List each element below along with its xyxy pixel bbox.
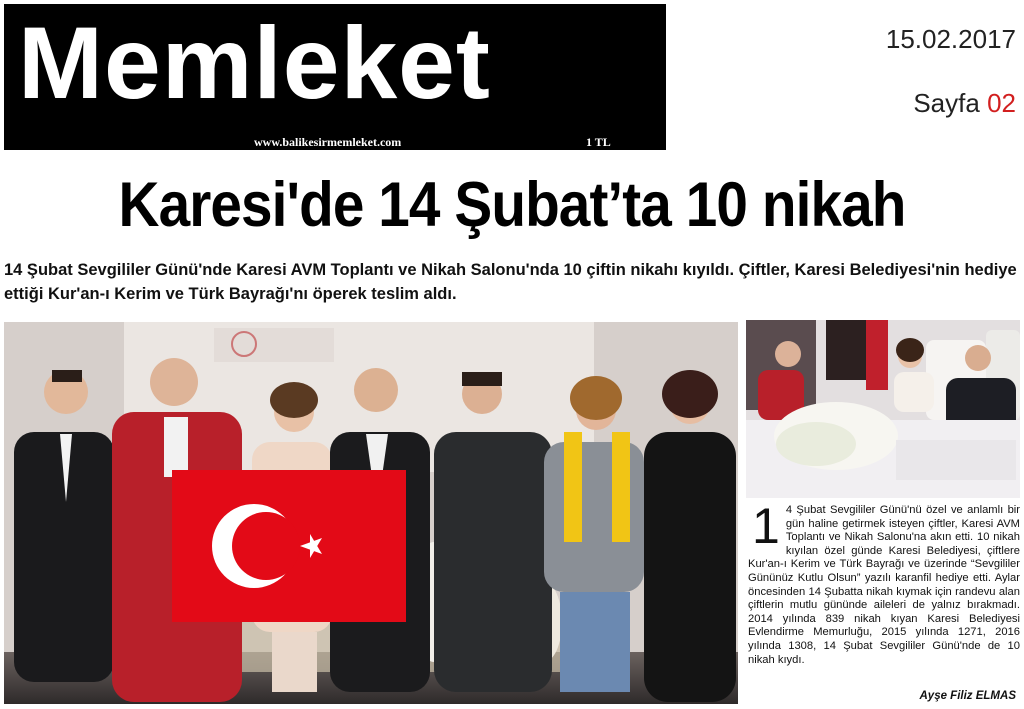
side-photo-illustration bbox=[746, 320, 1020, 498]
price: 1 TL bbox=[586, 135, 611, 149]
lead-paragraph: 14 Şubat Sevgililer Günü'nde Karesi AVM Toplantı ve Nikah Salonu'nda 10 çiftin nikahı kıyıldı. Çiftler, Karesi Belediyesi'nin hediye ettiği Kur'an-ı Kerim ve Türk Bayrağı'nı öperek teslim aldı. bbox=[4, 261, 1017, 303]
website-url[interactable]: www.balikesirmemleket.com bbox=[254, 135, 402, 149]
page-number-value: 02 bbox=[987, 88, 1016, 118]
main-photo bbox=[4, 322, 738, 704]
page-number bbox=[913, 88, 1016, 119]
issue-date: 15.02.2017 bbox=[885, 24, 1016, 54]
article-body bbox=[748, 498, 1020, 667]
side-photo bbox=[746, 320, 1020, 498]
masthead bbox=[4, 4, 666, 150]
author-byline: Ayşe Filiz ELMAS bbox=[919, 690, 1016, 702]
page-label: Sayfa bbox=[913, 88, 980, 118]
newspaper-logo: Memleket bbox=[18, 6, 491, 120]
headline: Karesi'de 14 Şubat’ta 10 nikah bbox=[118, 170, 906, 240]
main-photo-illustration bbox=[4, 322, 738, 704]
drop-cap: 1 bbox=[752, 498, 780, 554]
article-text: 4 Şubat Sevgililer Günü'nü özel ve anlamlı bir gün haline getirmek isteyen çiftler, Karesi AVM Toplantı ve Nikah Salonu'na akın etti. 10 nikah kıyılan özel günde Karesi Belediyesi, çiftlere Kur'an-ı Kerim ve Türk Bayrağı ve üzerinde “Sevgililer Gününüz Kutlu Olsun” yazılı karanfil hediye etti. Aylar öncesinden 14 Şubatta nikah kıymak için randevu alan çiftlerin mutlu gününde aileleri de yalnız bırakmadı. 2014 yılında 839 nikah kıyan Karesi Belediyesi Evlendirme Memurluğu, 2015 yılında 1271, 2016 yılında 1308, 14 Şubat Sevgililer Günü'nde de 10 nikah kıydı. bbox=[748, 504, 1020, 666]
